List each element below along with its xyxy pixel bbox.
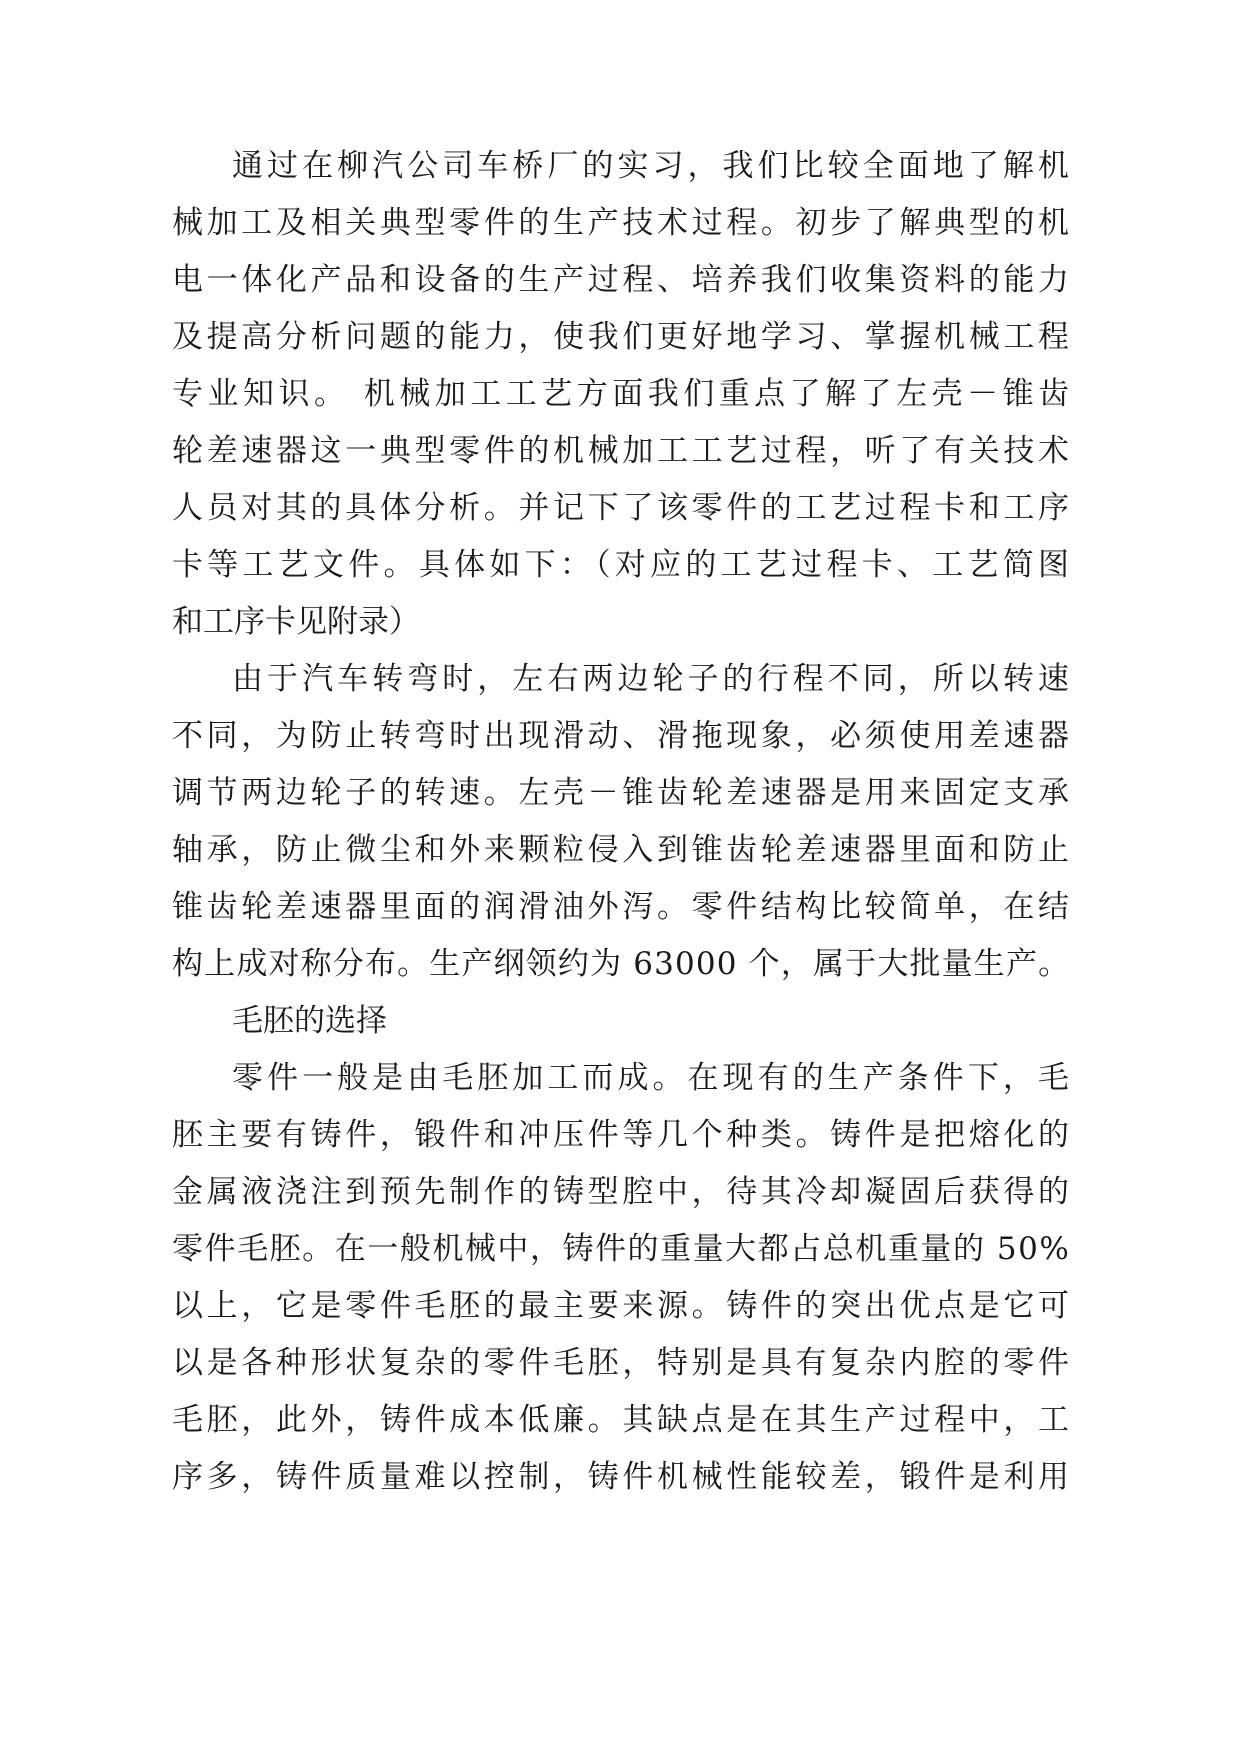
text-line-content: 专业知识。 机械加工工艺方面我们重点了解了左壳－锥齿	[172, 376, 1074, 412]
text-line-content: 由于汽车转弯时，左右两边轮子的行程不同，所以转速	[232, 661, 1073, 697]
text-line	[0, 763, 1241, 823]
text-line-content: 毛胚，此外，铸件成本低廉。其缺点是在其生产过程中，工	[172, 1402, 1073, 1438]
text-line-content: 卡等工艺文件。具体如下：（对应的工艺过程卡、工艺简图	[172, 547, 1074, 583]
text-line	[0, 1447, 1241, 1507]
text-line-content: 轮差速器这一典型零件的机械加工工艺过程，听了有关技术	[172, 433, 1073, 469]
text-line	[0, 535, 1241, 595]
text-line-content: 人员对其的具体分析。并记下了该零件的工艺过程卡和工序	[172, 490, 1073, 526]
text-line-content: 毛胚的选择	[232, 1003, 387, 1039]
text-line-content: 不同，为防止转弯时出现滑动、滑拖现象，必须使用差速器	[172, 718, 1073, 754]
section-heading	[0, 991, 1241, 1051]
text-line	[0, 478, 1241, 538]
text-line	[0, 1048, 1241, 1108]
text-line-content: 械加工及相关典型零件的生产技术过程。初步了解典型的机	[172, 205, 1073, 241]
text-line	[0, 250, 1241, 310]
text-line-content: 胚主要有铸件，锻件和冲压件等几个种类。铸件是把熔化的	[172, 1117, 1073, 1153]
text-line-content: 和工序卡见附录）	[172, 604, 420, 640]
text-line-content: 通过在柳汽公司车桥厂的实习，我们比较全面地了解机	[232, 148, 1073, 184]
text-line	[0, 307, 1241, 367]
text-line-content: 金属液浇注到预先制作的铸型腔中，待其冷却凝固后获得的	[172, 1174, 1073, 1210]
text-line	[0, 877, 1241, 937]
text-line-content: 以是各种形状复杂的零件毛胚，特别是具有复杂内腔的零件	[172, 1345, 1073, 1381]
text-line	[0, 1276, 1241, 1336]
text-line-content: 电一体化产品和设备的生产过程、培养我们收集资料的能力	[172, 262, 1073, 298]
text-line	[0, 1162, 1241, 1222]
text-line	[0, 934, 1241, 994]
text-line	[0, 1333, 1241, 1393]
text-line	[0, 592, 1241, 652]
text-line-content: 零件一般是由毛胚加工而成。在现有的生产条件下，毛	[232, 1060, 1073, 1096]
text-line	[0, 1390, 1241, 1450]
text-line	[0, 136, 1241, 196]
text-line-content: 零件毛胚。在一般机械中，铸件的重量大都占总机重量的 50%	[172, 1231, 1071, 1267]
text-line-content: 序多，铸件质量难以控制，铸件机械性能较差，锻件是利用	[172, 1459, 1073, 1495]
text-line	[0, 193, 1241, 253]
text-line	[0, 1219, 1241, 1279]
text-line	[0, 364, 1241, 424]
text-line-content: 锥齿轮差速器里面的润滑油外泻。零件结构比较简单，在结	[172, 889, 1073, 925]
text-line	[0, 820, 1241, 880]
text-line-content: 轴承，防止微尘和外来颗粒侵入到锥齿轮差速器里面和防止	[172, 832, 1073, 868]
text-line-content: 调节两边轮子的转速。左壳－锥齿轮差速器是用来固定支承	[172, 775, 1073, 811]
text-line-content: 构上成对称分布。生产纲领约为 63000 个，属于大批量生产。	[172, 946, 1071, 982]
text-line-content: 及提高分析问题的能力，使我们更好地学习、掌握机械工程	[172, 319, 1073, 355]
text-line	[0, 421, 1241, 481]
text-line	[0, 649, 1241, 709]
text-line	[0, 1105, 1241, 1165]
text-line	[0, 706, 1241, 766]
text-line-content: 以上，它是零件毛胚的最主要来源。铸件的突出优点是它可	[172, 1288, 1073, 1324]
